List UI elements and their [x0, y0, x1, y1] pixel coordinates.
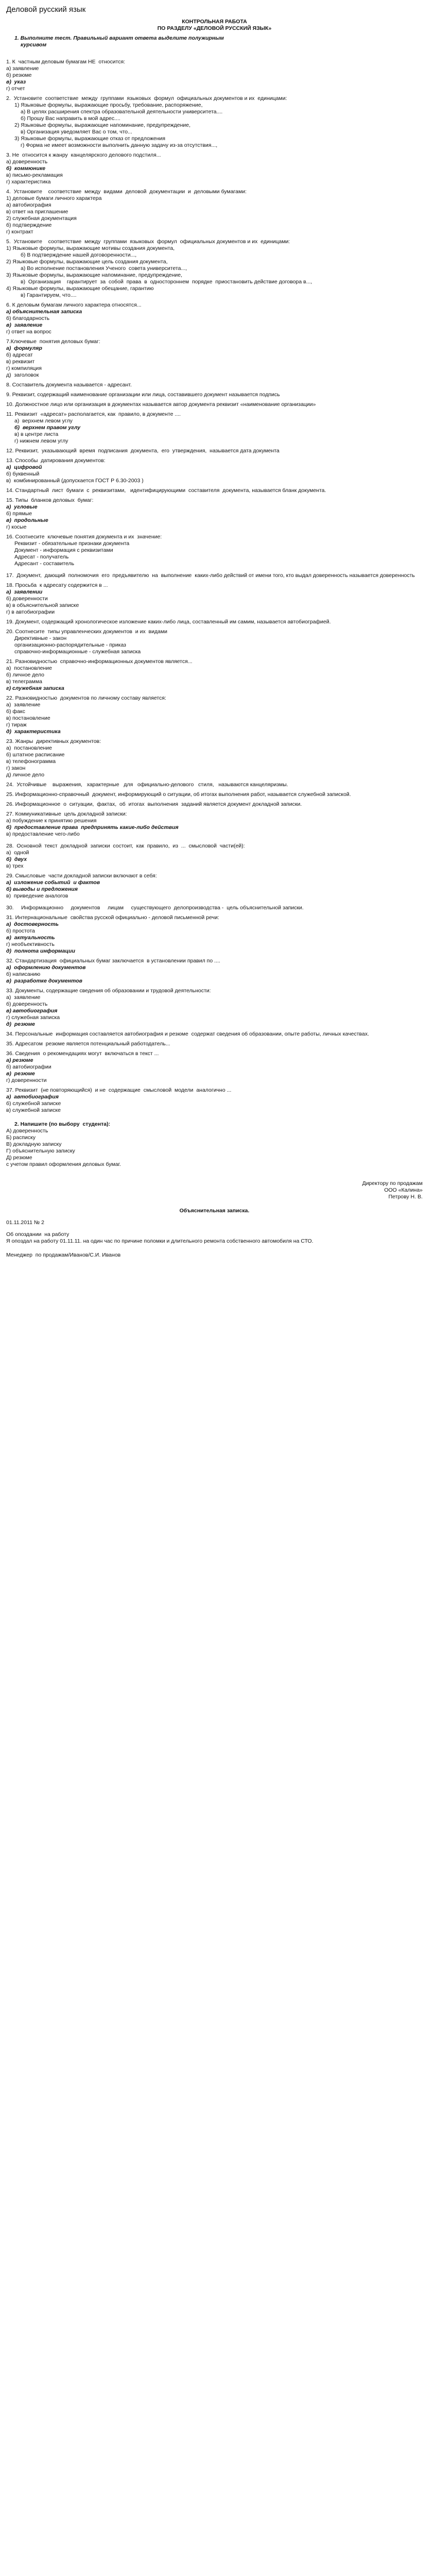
q37-a: а) автобиография — [6, 1094, 59, 1100]
q15-d: г) косые — [6, 524, 27, 530]
q2-c1: в) Организация уведомляет Вас о том, что... — [21, 129, 132, 135]
q29-a: а) изложение событий и фактов — [6, 879, 100, 886]
q2-a: 1) Языковые формулы, выражающие просьбу, требование, распоряжение, — [14, 102, 203, 108]
q4-b1: б) подтверждение — [6, 222, 52, 228]
q37-b: б) служебной записке — [6, 1100, 61, 1107]
q22-b: б) факс — [6, 708, 25, 715]
q33-b: б) доверенность — [6, 1001, 48, 1007]
q22-c: в) постановление — [6, 715, 50, 721]
q2-c: 2) Языковые формулы, выражающие напоминание, предупреждение, — [14, 122, 191, 128]
q16-d: Адресант - составитель — [14, 561, 75, 567]
q5-c: 3) Языковые формулы, выражающие напоминание, предупреждение, — [6, 272, 183, 278]
q22: 22. Разновидностью документов по личному составу является: — [6, 695, 166, 701]
q20-a: Директивные - закон — [14, 635, 67, 641]
q18-b: б) доверенности — [6, 596, 48, 602]
q29: 29. Смысловые части докладной записки включают в себя: — [6, 873, 157, 879]
q4-b2: г) контракт — [6, 229, 33, 235]
q21-d: г) служебная записка — [6, 685, 64, 691]
q4-a: 1) деловые бумаги личного характера — [6, 195, 102, 201]
q2: 2. Установите соответствие между группами языковых формул официальных документов и их единицами: — [6, 95, 287, 101]
note-date: 01.11.2011 № 2 — [6, 1219, 44, 1226]
q33-e: д) резюме — [6, 1021, 35, 1027]
doc-header-1: КОНТРОЛЬНАЯ РАБОТА — [182, 19, 247, 25]
q33-a: а) заявление — [6, 994, 41, 1001]
q33-d: г) служебная записка — [6, 1014, 60, 1021]
q5-d1: в) Гарантируем, что.... — [21, 292, 77, 298]
q6-b: б) благодарность — [6, 315, 50, 321]
q21-b: б) личное дело — [6, 672, 44, 678]
q15: 15. Типы бланков деловых бумаг: — [6, 497, 94, 503]
q11: 11. Реквизит «адресат» располагается, как правило, в документе .... — [6, 411, 181, 417]
q6-a: а) объяснительная записка — [6, 309, 82, 315]
q3: 3. Не относится к жанру канцелярского делового подстиля... — [6, 152, 161, 158]
doc-header-2: ПО РАЗДЕЛУ «ДЕЛОВОЙ РУССКИЙ ЯЗЫК» — [157, 25, 272, 31]
q8: 8. Составитель документа называется - адресант. — [6, 382, 132, 388]
q7-b: б) адресат — [6, 352, 33, 358]
q5-b1: а) Во исполнение постановления Ученого совета университета..., — [21, 265, 187, 272]
q35: 35. Адресатом резюме является потенциальный работодатель... — [6, 1041, 170, 1047]
q29-c: в) приведение аналогов — [6, 893, 68, 899]
task-2-c: В) докладную записку — [6, 1141, 62, 1147]
q31: 31. Интернациональные свойства русской официально - деловой письменной речи: — [6, 914, 219, 921]
q4: 4. Установите соответствие между видами деловой документации и деловыми бумагами: — [6, 189, 247, 195]
q7-c: в) реквизит — [6, 359, 35, 365]
q11-b: б) верхнем правом углу — [14, 425, 81, 431]
q11-d: г) нижнем левом углу — [14, 438, 68, 444]
window-title: Деловой русский язык — [6, 5, 86, 14]
q36-c: в) резюме — [6, 1071, 35, 1077]
q6: 6. К деловым бумагам личного характера относятся... — [6, 302, 142, 308]
q10: 10. Должностное лицо или организация в документах называется автор документа реквизит «наименование организации» — [6, 401, 316, 408]
q27-c: в) предоставление чего-либо — [6, 831, 80, 837]
q22-a: а) заявление — [6, 702, 41, 708]
q20-c: справочно-информационные - служебная записка — [14, 649, 141, 655]
q36-b: б) автобиографии — [6, 1064, 51, 1070]
q6-c: в) заявление — [6, 322, 43, 328]
q24: 24. Устойчивые выражения, характерные для официально-делового стиля, называются канцеляризмы. — [6, 782, 288, 788]
q18-d: г) в автобиографии — [6, 609, 55, 615]
q34: 34. Персональные информация составляется автобиография и резюме содержат сведения об образовании, опыте работы, личных качествах. — [6, 1031, 369, 1037]
q36-a: а) резюме — [6, 1057, 33, 1063]
task-2-d: Г) объяснительную записку — [6, 1148, 75, 1154]
q9: 9. Реквизит, содержащий наименование организации или лица, составившего документ называется подпись — [6, 392, 280, 398]
q16-a: Реквизит - обязательные признаки документа — [14, 540, 130, 547]
q18: 18. Просьба к адресату содержится в ... — [6, 582, 108, 588]
q32-b: б) написанию — [6, 971, 41, 977]
q19: 19. Документ, содержащий хронологическое изложение каких-либо лица, составленный им самим, называется автобиографией. — [6, 619, 331, 625]
q21: 21. Разновидностью справочно-информационных документов является... — [6, 658, 193, 665]
q13-b: б) буквенный — [6, 471, 40, 477]
note-sign: Менеджер по продажам/Иванов/С.И. Иванов — [6, 1252, 121, 1258]
recipient-3: Петрову Н. В. — [388, 1194, 423, 1200]
q16-c: Адресат - получатель — [14, 554, 69, 560]
intro-line-1: 1. Выполните тест. Правильный вариант ответа выделите полужирным — [14, 35, 224, 41]
q23-a: а) постановление — [6, 745, 52, 751]
q12: 12. Реквизит, указывающий время подписания документа, его утверждения, называется дата документа — [6, 448, 280, 454]
q33-c: в) автобиография — [6, 1008, 58, 1014]
q27: 27. Коммуникативные цель докладной записки: — [6, 811, 127, 817]
q20-b: организационно-распорядительные - приказ — [14, 642, 126, 648]
q2-b: б) Прошу Вас направить в мой адрес.... — [21, 115, 120, 122]
q11-c: в) в центре листа — [14, 431, 59, 437]
q7-d: г) компиляция — [6, 365, 42, 371]
recipient-1: Директору по продажам — [362, 1180, 423, 1187]
recipient-2: ООО «Калина» — [384, 1187, 423, 1193]
q31-a: а) достоверность — [6, 921, 59, 927]
q1-a: а) заявление — [6, 65, 39, 72]
q16-b: Документ - информация с реквизитами — [14, 547, 113, 553]
q5-a: 1) Языковые формулы, выражающие мотивы создания документа, — [6, 245, 175, 251]
task-2-note: с учетом правил оформления деловых бумаг. — [6, 1161, 121, 1167]
q36-d: г) доверенности — [6, 1077, 47, 1083]
q13: 13. Способы датирования документов: — [6, 457, 106, 464]
q1-c: в) указ — [6, 79, 26, 85]
q22-e: д) характеристика — [6, 728, 61, 735]
q7-a: а) формуляр — [6, 345, 42, 351]
q23-b: б) штатное расписание — [6, 752, 65, 758]
q30: 30. Информационно документов лицам существующего делопроизводства - цель объяснительной записки. — [6, 905, 304, 911]
q1: 1. К частным деловым бумагам НЕ относится: — [6, 59, 126, 65]
q31-d: г) необъективность — [6, 941, 55, 947]
q5: 5. Установите соответствие между группами языковых формул официальных документов и их единицами: — [6, 239, 290, 245]
q27-b: б) предоставление права предпринять какие-либо действия — [6, 824, 179, 831]
task-2: 2. Напишите (по выбору студента): — [14, 1121, 111, 1127]
q36: 36. Сведения о рекомендациях могут включаться в текст ... — [6, 1050, 159, 1057]
q23-c: в) телефонограмма — [6, 758, 56, 765]
q13-a: а) цифровой — [6, 464, 42, 470]
q3-a: а) доверенность — [6, 159, 48, 165]
q20: 20. Соотнесите типы управленческих документов и их видами — [6, 629, 168, 635]
q31-c: в) актуальность — [6, 935, 55, 941]
q16: 16. Соотнесите ключевые понятия документа и их значение: — [6, 534, 162, 540]
q7: 7.Ключевые понятия деловых бумаг: — [6, 338, 100, 345]
q17: 17. Документ, дающий полномочия его предъявителю на выполнение каких-либо действий от имени того, кто выдал доверенность называется доверенность — [6, 572, 415, 579]
q3-d: г) характеристика — [6, 179, 51, 185]
q2-a1: а) В целях расширения спектра образовательной деятельности университета.... — [21, 109, 223, 115]
q14: 14. Стандартный лист бумаги с реквизитами, идентифицирующими составителя документа, называется бланк документа. — [6, 487, 326, 494]
q37-c: в) служебной записке — [6, 1107, 61, 1113]
q11-a: а) верхнем левом углу — [14, 418, 73, 424]
q5-b: 2) Языковые формулы, выражающие цель создания документа, — [6, 259, 168, 265]
task-2-a: А) доверенность — [6, 1128, 48, 1134]
q32-a: а) оформлению документов — [6, 964, 86, 971]
q1-b: б) резюме — [6, 72, 32, 78]
q28-a: а) одной — [6, 850, 29, 856]
q5-c1: в) Организация гарантирует за собой права в одностороннем порядке приостановить действие договора в..., — [21, 279, 312, 285]
q3-b: б) коммюнике — [6, 165, 46, 172]
q5-a1: б) В подтверждение нашей договоренности..., — [21, 252, 137, 258]
q2-e: г) Форма не имеет возможности выполнить данную задачу из-за отсутствия..., — [21, 142, 218, 148]
intro-line-2: курсивом — [21, 42, 47, 48]
note-title: Объяснительная записка. — [179, 1208, 250, 1214]
q25: 25. Информационно-справочный документ, информирующий о ситуации, об итогах выполнения работ, называется служебной запиской. — [6, 791, 351, 798]
q23-d: г) закон — [6, 765, 26, 771]
q32-c: в) разработке документов — [6, 978, 82, 984]
task-2-b: Б) расписку — [6, 1134, 36, 1141]
q37: 37. Реквизит (не повторяющийся) и не содержащие смысловой модели аналогично ... — [6, 1087, 232, 1093]
q2-d: 3) Языковые формулы, выражающие отказ от предложения — [14, 135, 166, 142]
q21-a: а) постановление — [6, 665, 52, 671]
q31-e: д) полнота информации — [6, 948, 75, 954]
q28: 28. Основной текст докладной записки состоит, как правило, из ... смысловой части(ей): — [6, 843, 245, 849]
q15-a: а) угловые — [6, 504, 38, 510]
document-body — [6, 19, 430, 1259]
q18-a: а) заявлении — [6, 589, 43, 595]
note-about: Об опоздании на работу — [6, 1231, 69, 1238]
q5-d: 4) Языковые формулы, выражающие обещание, гарантию — [6, 285, 154, 292]
q6-d: г) ответ на вопрос — [6, 329, 51, 335]
note-text: Я опоздал на работу 01.11.11. на один час по причине поломки и длительного ремонта собственного автомобиля на СТО. — [6, 1238, 313, 1244]
q4-a1: а) автобиография — [6, 202, 51, 208]
q23: 23. Жанры директивных документов: — [6, 738, 101, 744]
q15-c: в) продольные — [6, 517, 48, 523]
q23-e: д) личное дело — [6, 772, 45, 778]
task-2-e: Д) резюме — [6, 1155, 32, 1161]
q21-c: в) телеграмма — [6, 679, 42, 685]
q26: 26. Информационное о ситуации, фактах, об итогах выполнения заданий является документ докладной записки. — [6, 801, 302, 807]
q1-d: г) отчет — [6, 86, 25, 92]
q33: 33. Документы, содержащие сведения об образовании и трудовой деятельности: — [6, 988, 211, 994]
q22-d: г) тираж — [6, 722, 27, 728]
q3-c: в) письмо-рекламация — [6, 172, 63, 178]
q4-b: 2) служебная документация — [6, 215, 77, 222]
q13-c: в) комбинированный (допускается ГОСТ Р 6.30-2003 ) — [6, 478, 144, 484]
q4-a2: в) ответ на приглашение — [6, 209, 68, 215]
q28-c: в) трех — [6, 863, 24, 869]
q28-b: б) двух — [6, 856, 27, 862]
q31-b: б) простота — [6, 928, 35, 934]
q27-a: а) побуждение к принятию решения — [6, 818, 97, 824]
q7-e: д) заголовок — [6, 372, 39, 378]
q32: 32. Стандартизация официальных бумаг заключается в установлении правил по .... — [6, 958, 220, 964]
q15-b: б) прямые — [6, 511, 32, 517]
q29-b: б) выводы и предложения — [6, 886, 78, 892]
q18-c: в) в объяснительной записке — [6, 602, 79, 608]
